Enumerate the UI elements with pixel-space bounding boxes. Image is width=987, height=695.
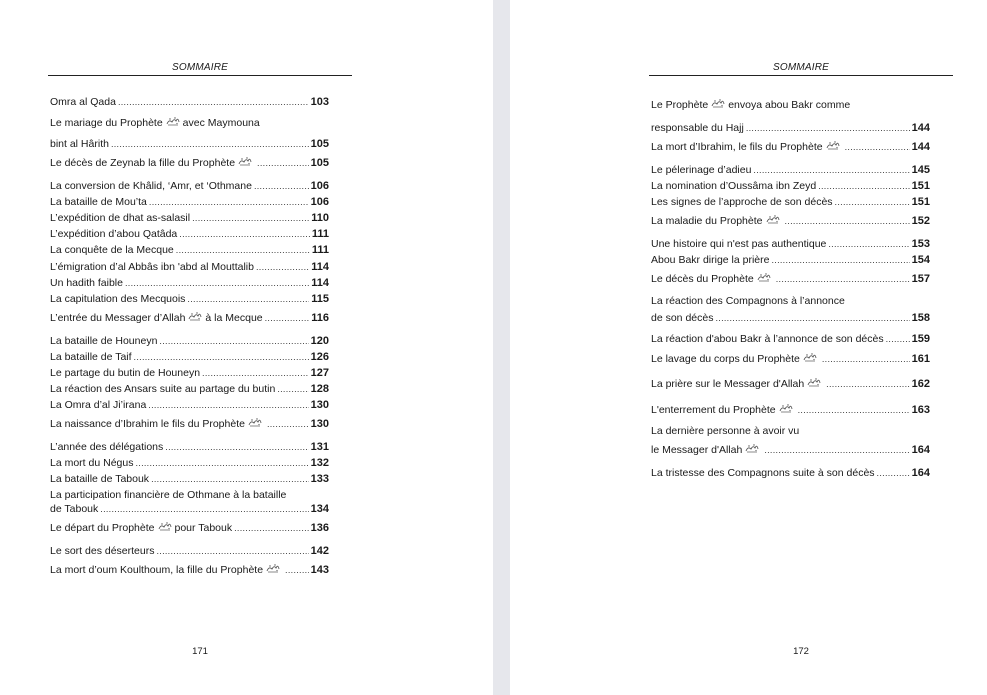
- toc-page-number: 144: [911, 122, 930, 134]
- right-page: [510, 0, 987, 695]
- toc-page-number: 111: [311, 228, 329, 240]
- toc-entry[interactable]: La naissance d’Ibrahim le fils du Prophète ..... 130: [50, 417, 329, 431]
- toc-entry[interactable]: Le pélerinage d’adieu ..... 145: [651, 164, 930, 177]
- toc-entry[interactable]: L’année des délégations ..... 131: [50, 441, 329, 454]
- left-page: [0, 0, 493, 695]
- right-page-number: 172: [793, 646, 809, 657]
- toc-page-number: 151: [911, 180, 930, 192]
- toc-page-number: 153: [911, 238, 930, 250]
- toc-page-number: 161: [911, 353, 930, 365]
- toc-page-number: 105: [310, 157, 329, 169]
- toc-page-number: 159: [911, 333, 930, 345]
- toc-page-number: 163: [911, 404, 930, 416]
- toc-entry[interactable]: La participation financière de Othmane à la bataille: [50, 489, 287, 501]
- toc-entry[interactable]: responsable du Hajj ..... 144: [651, 122, 930, 135]
- toc-page-number: 130: [310, 418, 329, 430]
- toc-page-number: 103: [310, 96, 329, 108]
- left-page-header: SOMMAIRE: [171, 62, 229, 73]
- toc-page-number: 136: [310, 522, 329, 534]
- honorific-icon: [188, 311, 202, 321]
- honorific-icon: [238, 156, 252, 166]
- toc-entry[interactable]: La Omra d’al Ji’irana ..... 130: [50, 399, 329, 412]
- toc-entry[interactable]: Le décès du Prophète ..... 157: [651, 272, 930, 286]
- toc-page-number: 111: [311, 244, 329, 256]
- toc-page-number: 126: [310, 351, 329, 363]
- toc-entry[interactable]: L’expédition de dhat as-salasil ..... 110: [50, 212, 329, 225]
- honorific-icon: [807, 377, 821, 387]
- honorific-icon: [826, 140, 840, 150]
- toc-entry[interactable]: Une histoire qui n'est pas authentique ..... 153: [651, 238, 930, 251]
- toc-page-number: 120: [310, 335, 329, 347]
- toc-entry[interactable]: La bataille de Tabouk ..... 133: [50, 473, 329, 486]
- honorific-icon: [757, 272, 771, 282]
- toc-page-number: 127: [310, 367, 329, 379]
- toc-page-number: 142: [310, 545, 329, 557]
- toc-page-number: 164: [911, 444, 930, 456]
- toc-entry[interactable]: Un hadith faible ..... 114: [50, 277, 329, 290]
- toc-entry[interactable]: La conversion de Khâlid, ‘Amr, et ‘Othmane ..... 106: [50, 180, 329, 193]
- toc-page-number: 145: [911, 164, 930, 176]
- toc-entry[interactable]: Le mariage du Prophète avec Maymouna: [50, 117, 260, 129]
- book-gutter: [493, 0, 510, 695]
- toc-entry[interactable]: La bataille de Mou’ta ..... 106: [50, 196, 329, 209]
- toc-entry[interactable]: La mort du Négus ..... 132: [50, 457, 329, 470]
- honorific-icon: [248, 417, 262, 427]
- toc-page-number: 164: [911, 467, 930, 479]
- toc-page-number: 144: [911, 141, 930, 153]
- toc-entry[interactable]: L’entrée du Messager d’Allah à la Mecque ..... 116: [50, 311, 329, 325]
- toc-page-number: 128: [310, 383, 329, 395]
- toc-entry[interactable]: Le sort des déserteurs ..... 142: [50, 545, 329, 558]
- toc-page-number: 106: [310, 180, 329, 192]
- toc-entry[interactable]: La bataille de Taif ..... 126: [50, 351, 329, 364]
- toc-entry[interactable]: La maladie du Prophète ..... 152: [651, 214, 930, 228]
- toc-page-number: 143: [310, 564, 329, 576]
- toc-page-number: 115: [311, 293, 329, 305]
- toc-page-number: 130: [310, 399, 329, 411]
- toc-entry[interactable]: Le Prophète envoya abou Bakr comme: [651, 99, 851, 111]
- honorific-icon: [711, 98, 725, 108]
- left-header-rule: [48, 75, 352, 76]
- toc-entry[interactable]: Le départ du Prophète pour Tabouk ..... 136: [50, 521, 329, 535]
- toc-entry[interactable]: La réaction d'abou Bakr à l’annonce de son décès ..... 159: [651, 333, 930, 346]
- honorific-icon: [266, 563, 280, 573]
- toc-entry[interactable]: L’émigration d’al Abbâs ibn 'abd al Mouttalib ..... 114: [50, 261, 329, 274]
- toc-entry[interactable]: Le décès de Zeynab la fille du Prophète ..... 105: [50, 156, 329, 170]
- toc-entry[interactable]: La tristesse des Compagnons suite à son décès ..... 164: [651, 467, 930, 480]
- toc-entry[interactable]: La bataille de Houneyn ..... 120: [50, 335, 329, 348]
- toc-entry[interactable]: L’expédition d’abou Qatâda ..... 111: [50, 228, 329, 241]
- honorific-icon: [166, 116, 180, 126]
- toc-page-number: 110: [311, 212, 329, 224]
- honorific-icon: [766, 214, 780, 224]
- toc-entry[interactable]: de son décès ..... 158: [651, 312, 930, 325]
- honorific-icon: [779, 403, 793, 413]
- toc-entry[interactable]: le Messager d'Allah ..... 164: [651, 443, 930, 457]
- toc-entry[interactable]: de Tabouk ..... 134: [50, 503, 329, 516]
- right-page-header: SOMMAIRE: [772, 62, 830, 73]
- toc-page-number: 105: [310, 138, 329, 150]
- toc-page-number: 134: [310, 503, 329, 515]
- toc-entry[interactable]: La mort d’oum Koulthoum, la fille du Prophète ..... 143: [50, 563, 329, 577]
- toc-entry[interactable]: La conquête de la Mecque ..... 111: [50, 244, 329, 257]
- toc-page-number: 158: [911, 312, 930, 324]
- honorific-icon: [158, 521, 172, 531]
- toc-page-number: 114: [311, 277, 329, 289]
- toc-entry[interactable]: La nomination d’Oussâma ibn Zeyd ..... 151: [651, 180, 930, 193]
- toc-entry[interactable]: Les signes de l’approche de son décès ..... 151: [651, 196, 930, 209]
- toc-entry[interactable]: Le partage du butin de Houneyn ..... 127: [50, 367, 329, 380]
- right-header-rule: [649, 75, 953, 76]
- toc-page-number: 131: [310, 441, 329, 453]
- toc-entry[interactable]: La prière sur le Messager d'Allah ..... 162: [651, 377, 930, 391]
- toc-entry[interactable]: La réaction des Ansars suite au partage du butin ..... 128: [50, 383, 329, 396]
- honorific-icon: [745, 443, 759, 453]
- toc-entry[interactable]: Omra al Qada ..... 103: [50, 96, 329, 109]
- left-page-number: 171: [192, 646, 208, 657]
- toc-entry[interactable]: L'enterrement du Prophète ..... 163: [651, 403, 930, 417]
- toc-page-number: 152: [911, 215, 930, 227]
- toc-page-number: 154: [911, 254, 930, 266]
- toc-entry[interactable]: Le lavage du corps du Prophète ..... 161: [651, 352, 930, 366]
- toc-entry[interactable]: La mort d’Ibrahim, le fils du Prophète ..... 144: [651, 140, 930, 154]
- toc-page-number: 133: [310, 473, 329, 485]
- toc-entry[interactable]: bint al Hârith ..... 105: [50, 138, 329, 151]
- toc-entry[interactable]: La réaction des Compagnons à l’annonce: [651, 295, 845, 307]
- toc-page-number: 151: [911, 196, 930, 208]
- toc-page-number: 132: [310, 457, 329, 469]
- toc-page-number: 116: [311, 312, 329, 324]
- toc-page-number: 114: [311, 261, 329, 273]
- toc-entry[interactable]: La capitulation des Mecquois ..... 115: [50, 293, 329, 306]
- toc-page-number: 106: [310, 196, 329, 208]
- toc-entry[interactable]: Abou Bakr dirige la prière ..... 154: [651, 254, 930, 267]
- honorific-icon: [803, 352, 817, 362]
- toc-page-number: 157: [911, 273, 930, 285]
- toc-page-number: 162: [911, 378, 930, 390]
- toc-entry[interactable]: La dernière personne à avoir vu: [651, 425, 800, 437]
